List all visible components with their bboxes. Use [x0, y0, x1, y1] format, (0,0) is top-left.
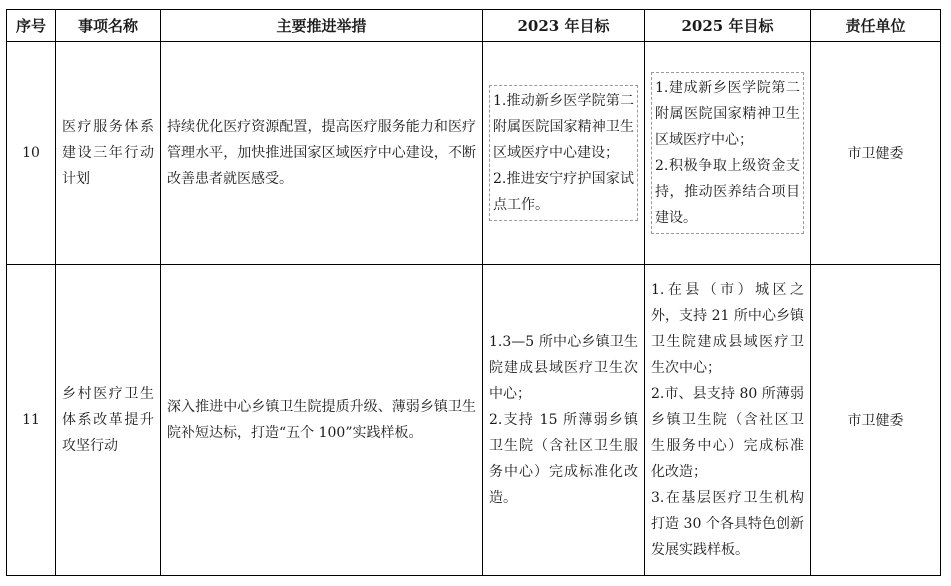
- table-row: [7, 42, 941, 265]
- goal-2025-list: [651, 72, 804, 234]
- header-unit: 责任单位: [811, 10, 941, 42]
- header-goal-2025: 2025 年目标: [645, 10, 811, 42]
- row-number: 11: [7, 265, 56, 576]
- goal-2025-list: [651, 277, 804, 563]
- goal-item: 1.在县（市）城区之外，支持 21 所中心乡镇卫生院建成县域医疗卫生次中心；: [651, 282, 804, 376]
- item-name: 医疗服务体系建设三年行动计划: [56, 42, 161, 265]
- header-measures: 主要推进举措: [161, 10, 483, 42]
- header-row: [7, 10, 941, 42]
- goal-item: 3.在基层医疗卫生机构打造 30 个各具特色创新发展实践样板。: [651, 490, 804, 558]
- row-number: 10: [7, 42, 56, 265]
- goal-item: 1.3—5 所中心乡镇卫生院建成县域医疗卫生次中心；: [489, 334, 638, 402]
- goal-2023-cell: [483, 42, 645, 265]
- goal-item: 2.推进安宁疗护国家试点工作。: [493, 171, 634, 213]
- goal-2025-cell: [645, 265, 811, 576]
- goal-item: 1.推动新乡医学院第二附属医院国家精神卫生区域医疗中心建设；: [493, 93, 634, 161]
- responsible-unit: 市卫健委: [811, 265, 941, 576]
- goal-2025-cell: [645, 42, 811, 265]
- responsible-unit: 市卫健委: [811, 42, 941, 265]
- goal-item: 1.建成新乡医学院第二附属医院国家精神卫生区域医疗中心；: [655, 80, 800, 148]
- goal-2023-list: [489, 329, 638, 511]
- goal-2023-list: [489, 85, 638, 221]
- goal-item: 2.支持 15 所薄弱乡镇卫生院（含社区卫生服务中心）完成标准化改造。: [489, 412, 638, 506]
- header-name: 事项名称: [56, 10, 161, 42]
- header-no: 序号: [7, 10, 56, 42]
- table-row: [7, 265, 941, 576]
- goal-2023-cell: [483, 265, 645, 576]
- plan-table: [6, 9, 941, 576]
- goal-item: 2.积极争取上级资金支持，推动医养结合项目建设。: [655, 158, 800, 226]
- main-measures: 持续优化医疗资源配置，提高医疗服务能力和医疗管理水平，加快推进国家区域医疗中心建设，不断改善患者就医感受。: [161, 42, 483, 265]
- item-name: 乡村医疗卫生体系改革提升攻坚行动: [56, 265, 161, 576]
- main-measures: 深入推进中心乡镇卫生院提质升级、薄弱乡镇卫生院补短达标，打造“五个 100”实践样板。: [161, 265, 483, 576]
- goal-item: 2.市、县支持 80 所薄弱乡镇卫生院（含社区卫生服务中心）完成标准化改造；: [651, 386, 804, 480]
- header-goal-2023: 2023 年目标: [483, 10, 645, 42]
